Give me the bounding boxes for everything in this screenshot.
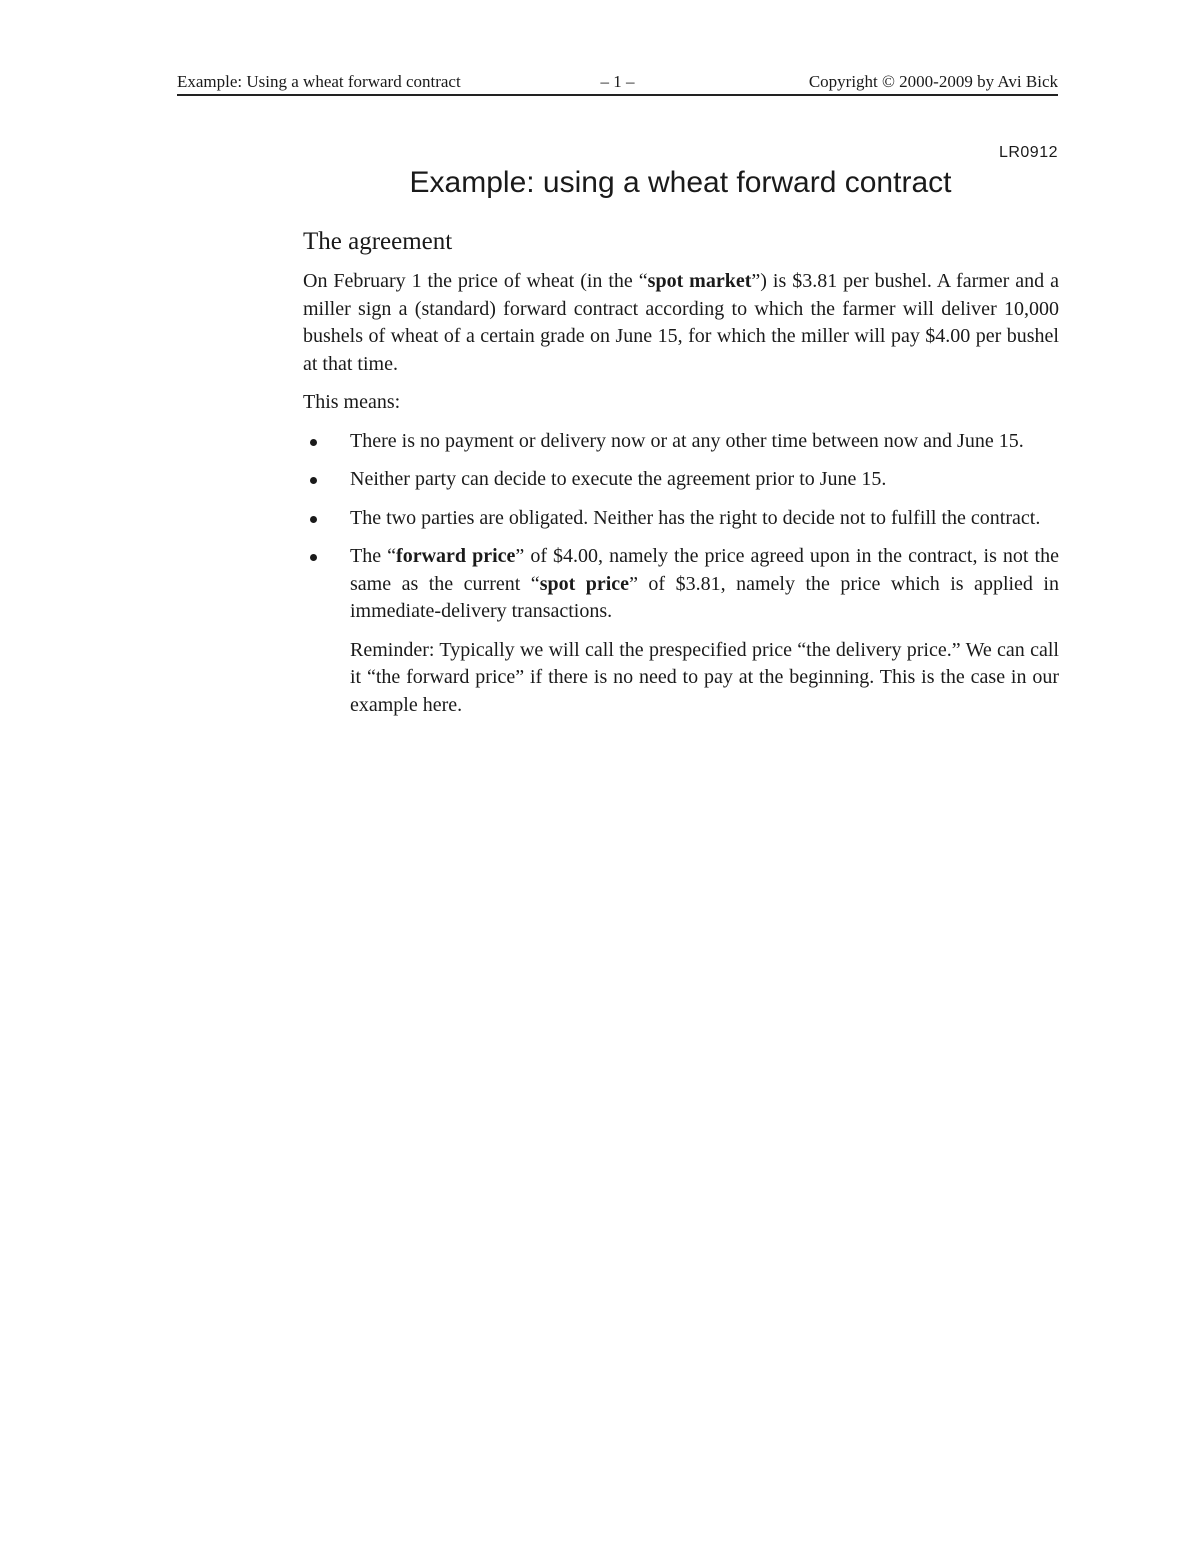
document-code: LR0912 [998, 144, 1058, 161]
bullet-dot-icon [310, 516, 317, 523]
bullet-dot-icon [310, 554, 317, 561]
list-item-text: The two parties are obligated. Neither has the right to decide not to fulfill the contract. [350, 506, 1041, 529]
list-item [303, 543, 1059, 626]
intro-text-2: ”) is $3.81 per bushel. A farmer and a miller sign a (standard) forward contract according to which the farmer will deliver 10,000 bushels of wheat of a certain grade on June 15, for which the miller will pay $4.00 per bushel at that time. [303, 270, 1059, 375]
page-title: Example: using a wheat forward contract [409, 166, 952, 199]
bold-spot-price: spot price [539, 572, 630, 595]
list-item-text-2: ” of $4.00, namely the price agreed upon in the contract, is not the same as the current “ [350, 545, 1059, 595]
section-heading: The agreement [303, 228, 453, 255]
list-item-text-3: ” of $3.81, namely the price which is applied in immediate-delivery transactions. [350, 572, 1059, 622]
intro-text-1: On February 1 the price of wheat (in the “ [303, 270, 648, 292]
bullet-dot-icon [310, 439, 317, 446]
main-content [303, 226, 1059, 730]
bullet-dot-icon [310, 477, 317, 484]
means-paragraph: This means: [303, 391, 401, 413]
page-header [177, 72, 1058, 96]
list-item-text: Neither party can decide to execute the agreement prior to June 15. [350, 468, 887, 490]
header-copyright: Copyright © 2000-2009 by Avi Bick [808, 72, 1058, 91]
bullet-list [303, 428, 1059, 626]
reminder-paragraph: Reminder: Typically we will call the prespecified price “the delivery price.” We can call it “the forward price” if there is no need to pay at the beginning. This is the case in our example here. [350, 638, 1059, 716]
header-document-title: Example: Using a wheat forward contract [177, 72, 461, 91]
list-item [303, 428, 1059, 456]
bold-forward-price: forward price [396, 545, 516, 567]
intro-paragraph [303, 268, 1059, 378]
list-item [303, 466, 1059, 494]
list-item-text-1: The “ [350, 545, 397, 567]
intro-bold-spot-market: spot market [647, 270, 752, 292]
list-item-text: There is no payment or delivery now or at any other time between now and June 15. [350, 429, 1024, 452]
header-page-number: – 1 – [600, 72, 635, 91]
list-item [303, 505, 1059, 533]
